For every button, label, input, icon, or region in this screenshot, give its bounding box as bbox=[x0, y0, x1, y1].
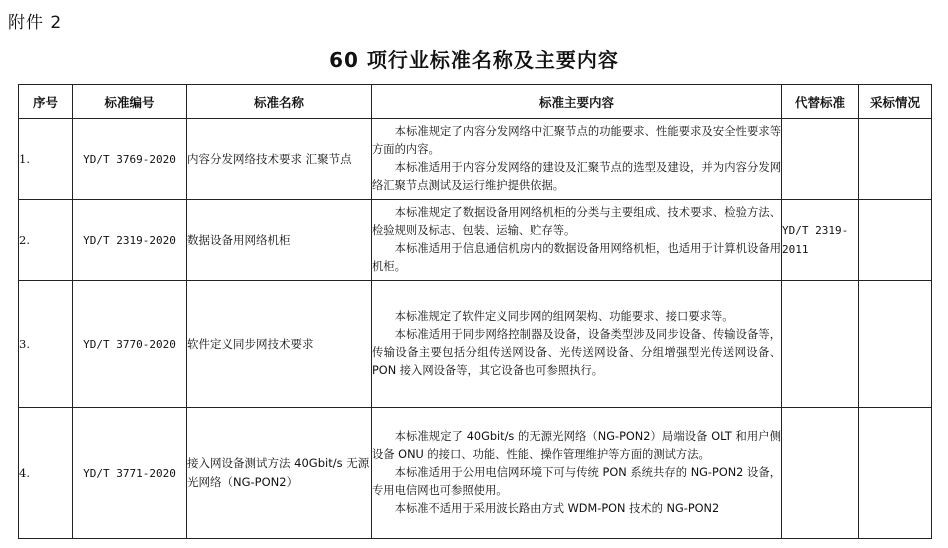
standard-name: 内容分发网络技术要求 汇聚节点 bbox=[187, 119, 372, 200]
content-paragraph: 本标准适用于公用电信网环境下可与传统 PON 系统共存的 NG-PON2 设备，专用电信网也可参照使用。 bbox=[372, 466, 781, 497]
row-number: 1. bbox=[19, 119, 73, 200]
standard-name: 软件定义同步网技术要求 bbox=[187, 281, 372, 408]
header-no: 序号 bbox=[19, 85, 73, 119]
standard-code: YD/T 3771-2020 bbox=[73, 408, 187, 539]
replaced-standard: YD/T 2319-2011 bbox=[782, 200, 859, 281]
standard-code: YD/T 3769-2020 bbox=[73, 119, 187, 200]
adoption-status bbox=[859, 119, 932, 200]
adoption-status bbox=[859, 200, 932, 281]
standard-code: YD/T 2319-2020 bbox=[73, 200, 187, 281]
adoption-status bbox=[859, 408, 932, 539]
row-number: 3. bbox=[19, 281, 73, 408]
table-row bbox=[19, 119, 932, 200]
replaced-standard bbox=[782, 408, 859, 539]
standard-name: 接入网设备测试方法 40Gbit/s 无源光网络（NG-PON2） bbox=[187, 408, 372, 539]
row-number: 2. bbox=[19, 200, 73, 281]
standard-name: 数据设备用网络机柜 bbox=[187, 200, 372, 281]
content-paragraph: 本标准适用于同步网络控制器及设备，设备类型涉及同步设备、传输设备等，传输设备主要包括分组传送网设备、光传送网设备、分组增强型光传送网设备、PON 接入网设备等，其它设备也可参照执行。 bbox=[372, 328, 781, 377]
content-paragraph: 本标准规定了软件定义同步网的组网架构、功能要求、接口要求等。 bbox=[394, 310, 734, 323]
row-number: 4. bbox=[19, 408, 73, 539]
annex-label: 附件 2 bbox=[8, 13, 63, 33]
content-paragraph: 本标准适用于信息通信机房内的数据设备用网络机柜，也适用于计算机设备用机柜。 bbox=[372, 242, 781, 273]
header-content: 标准主要内容 bbox=[372, 85, 782, 119]
replaced-standard bbox=[782, 119, 859, 200]
header-status: 采标情况 bbox=[859, 85, 932, 119]
standard-content bbox=[372, 119, 782, 200]
page-title: 60 项行业标准名称及主要内容 bbox=[329, 48, 619, 72]
table-row bbox=[19, 200, 932, 281]
header-code: 标准编号 bbox=[73, 85, 187, 119]
standard-code: YD/T 3770-2020 bbox=[73, 281, 187, 408]
standard-content bbox=[372, 408, 782, 539]
adoption-status bbox=[859, 281, 932, 408]
table-header-row bbox=[19, 85, 932, 119]
standard-content bbox=[372, 200, 782, 281]
table-row bbox=[19, 281, 932, 408]
content-paragraph: 本标准不适用于采用波长路由方式 WDM-PON 技术的 NG-PON2 bbox=[394, 502, 720, 515]
content-paragraph: 本标准适用于内容分发网络的建设及汇聚节点的选型及建设，并为内容分发网络汇聚节点测试及运行维护提供依据。 bbox=[372, 161, 781, 192]
replaced-standard bbox=[782, 281, 859, 408]
table-row bbox=[19, 408, 932, 539]
content-paragraph: 本标准规定了内容分发网络中汇聚节点的功能要求、性能要求及安全性要求等方面的内容。 bbox=[372, 125, 781, 156]
standard-content bbox=[372, 281, 782, 408]
header-name: 标准名称 bbox=[187, 85, 372, 119]
content-paragraph: 本标准规定了数据设备用网络机柜的分类与主要组成、技术要求、检验方法、检验规则及标志、包装、运输、贮存等。 bbox=[372, 206, 781, 237]
header-replaced: 代替标准 bbox=[782, 85, 859, 119]
content-paragraph: 本标准规定了 40Gbit/s 的无源光网络（NG-PON2）局端设备 OLT 和用户侧设备 ONU 的接口、功能、性能、操作管理维护等方面的测试方法。 bbox=[372, 430, 781, 461]
standards-table bbox=[18, 84, 932, 539]
